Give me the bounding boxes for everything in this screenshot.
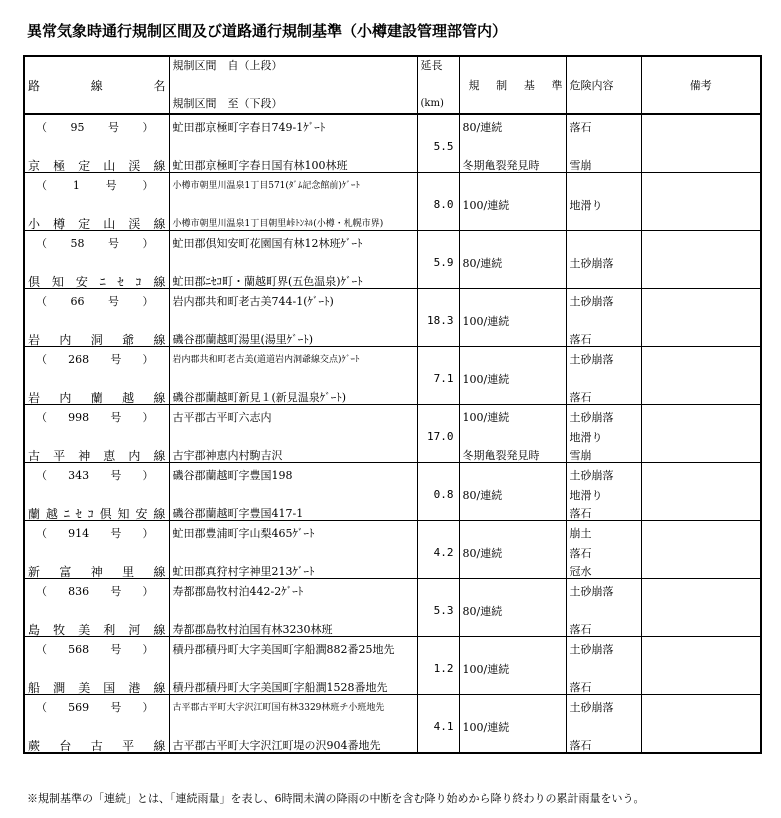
paren-open: （ xyxy=(36,121,47,134)
route-name xyxy=(28,623,166,637)
table-row xyxy=(24,114,761,173)
danger-mid: 土砂崩落 xyxy=(569,257,614,270)
footnote: ※規制基準の「連続」とは、「連続雨量」を表し、6時間未満の降雨の中断を含む降り始めから降り終わりの累計雨量をいう。 xyxy=(27,792,645,805)
standard-mid: 100/連続 xyxy=(462,199,510,212)
section-to: 積丹郡積丹町大字美国町字船澗1528番地先 xyxy=(172,681,388,694)
route-name-char: 平 xyxy=(122,739,135,753)
standard-mid: 100/連続 xyxy=(462,663,510,676)
standard-mid: 100/連続 xyxy=(462,721,510,734)
danger-cell xyxy=(566,463,641,521)
header-length-unit: (km) xyxy=(420,98,444,109)
route-name-char: 線 xyxy=(153,681,166,695)
section-to: 磯谷郡蘭越町新見１(新見温泉ｹﾞｰﾄ) xyxy=(172,391,347,404)
danger-cell xyxy=(566,231,641,289)
route-name-char: 富 xyxy=(59,565,72,579)
standard-top: 80/連続 xyxy=(462,121,503,134)
standard-cell xyxy=(459,521,566,579)
section-to: 小樽市朝里川温泉1丁目朝里峠ﾄﾝﾈﾙ(小樽・札幌市界) xyxy=(172,219,384,229)
route-name xyxy=(28,333,166,347)
route-number: 268 xyxy=(68,353,90,366)
route-name-char: 内 xyxy=(59,391,72,405)
remarks-cell xyxy=(641,637,761,695)
route-name-char: 爺 xyxy=(122,333,135,347)
length-value: 18.3 xyxy=(427,314,454,327)
section-to: 古平郡古平町大字沢江町堤の沢904番地先 xyxy=(172,739,381,752)
section-to: 磯谷郡蘭越町湯里(湯里ｹﾞｰﾄ) xyxy=(172,333,314,346)
header-standard-char: 規 xyxy=(468,79,480,92)
danger-bottom: 落石 xyxy=(569,739,592,752)
paren-close: ） xyxy=(142,237,154,250)
section-to: 虻田郡真狩村字神里213ｹﾞｰﾄ xyxy=(172,565,315,578)
table-row xyxy=(24,405,761,463)
route-name-char: 定 xyxy=(78,217,91,231)
section-from: 虻田郡倶知安町花園国有林12林班ｹﾞｰﾄ xyxy=(172,237,363,250)
standard-mid: 80/連続 xyxy=(462,489,503,502)
section-to: 寿都郡島牧村泊国有林3230林班 xyxy=(172,623,333,636)
route-name-char: 渓 xyxy=(128,159,141,173)
route-name xyxy=(28,275,166,289)
route-go: 号 xyxy=(105,179,117,192)
length-value: 5.5 xyxy=(433,140,454,153)
route-name-char: 樽 xyxy=(53,217,66,231)
standard-cell xyxy=(459,637,566,695)
standard-mid: 80/連続 xyxy=(462,547,503,560)
route-name-char: 蘭 xyxy=(28,507,41,521)
route-name-char: 山 xyxy=(103,159,116,173)
paren-open: （ xyxy=(36,295,47,308)
route-go: 号 xyxy=(108,295,119,308)
header-standard-char: 準 xyxy=(551,79,563,92)
route-go: 号 xyxy=(110,469,122,482)
route-cell xyxy=(24,695,169,754)
remarks-cell xyxy=(641,231,761,289)
route-name-char: 極 xyxy=(53,159,66,173)
route-cell xyxy=(24,173,169,231)
paren-close: ） xyxy=(142,411,154,424)
danger-mid: 地滑り xyxy=(569,431,603,444)
danger-top: 土砂崩落 xyxy=(569,295,614,308)
danger-top: 土砂崩落 xyxy=(569,643,614,656)
standard-top: 100/連続 xyxy=(462,411,510,424)
danger-cell xyxy=(566,114,641,173)
length-value: 17.0 xyxy=(427,430,454,443)
route-name-char: 安 xyxy=(135,507,148,521)
route-cell xyxy=(24,521,169,579)
length-value: 5.9 xyxy=(433,256,454,269)
section-from: 岩内郡共和町老古美(道道岩内洞爺線交点)ｹﾞｰﾄ xyxy=(172,355,360,365)
paren-open: （ xyxy=(36,237,47,250)
route-name-char: ｺ xyxy=(135,275,142,289)
section-cell xyxy=(169,347,417,405)
route-name xyxy=(28,681,166,695)
route-name xyxy=(28,739,166,753)
route-name-char: 澗 xyxy=(53,681,66,695)
route-name-char: 線 xyxy=(153,217,166,231)
page-title: 異常気象時通行規制区間及び道路通行規制基準（小樽建設管理部管内） xyxy=(27,22,508,40)
standard-cell xyxy=(459,347,566,405)
route-number: 95 xyxy=(70,121,85,134)
standard-cell xyxy=(459,173,566,231)
remarks-cell xyxy=(641,289,761,347)
remarks-cell xyxy=(641,114,761,173)
paren-open: （ xyxy=(36,585,47,598)
danger-top: 土砂崩落 xyxy=(569,411,614,424)
table-row xyxy=(24,521,761,579)
standard-cell xyxy=(459,114,566,173)
paren-close: ） xyxy=(142,121,154,134)
paren-close: ） xyxy=(142,295,154,308)
route-cell xyxy=(24,405,169,463)
section-cell xyxy=(169,289,417,347)
route-go: 号 xyxy=(110,411,122,424)
route-cell xyxy=(24,289,169,347)
route-name-char: 線 xyxy=(153,623,166,637)
remarks-cell xyxy=(641,347,761,405)
section-cell xyxy=(169,521,417,579)
route-name-char: ﾆ xyxy=(63,507,70,521)
paren-open: （ xyxy=(36,411,47,424)
length-cell xyxy=(417,405,459,463)
route-name-char: 里 xyxy=(122,565,135,579)
standard-mid: 80/連続 xyxy=(462,257,503,270)
table-row xyxy=(24,637,761,695)
standard-cell xyxy=(459,579,566,637)
route-number: 1 xyxy=(72,179,80,192)
route-name-char: ﾆ xyxy=(99,275,106,289)
table-row xyxy=(24,173,761,231)
danger-cell xyxy=(566,173,641,231)
paren-close: ） xyxy=(142,469,154,482)
header-standard xyxy=(459,56,566,114)
paren-open: （ xyxy=(36,179,47,192)
section-from: 岩内郡共和町老古美744-1(ｹﾞｰﾄ) xyxy=(172,295,334,308)
header-section-to: 規制区間 至（下段） xyxy=(172,97,283,110)
route-name-char: 船 xyxy=(28,681,41,695)
section-from: 積丹郡積丹町大字美国町字船澗882番25地先 xyxy=(172,643,395,656)
route-go: 号 xyxy=(110,643,122,656)
paren-open: （ xyxy=(36,643,47,656)
remarks-cell xyxy=(641,405,761,463)
paren-close: ） xyxy=(142,643,154,656)
danger-mid: 地滑り xyxy=(569,199,603,212)
route-name-char: 線 xyxy=(153,449,166,463)
route-name-char: 美 xyxy=(78,681,91,695)
standard-cell xyxy=(459,231,566,289)
route-name-char: 牧 xyxy=(53,623,66,637)
route-name-char: 平 xyxy=(53,449,66,463)
route-name-char: 古 xyxy=(90,739,103,753)
standard-cell xyxy=(459,405,566,463)
paren-open: （ xyxy=(36,527,47,540)
length-cell xyxy=(417,521,459,579)
header-remarks xyxy=(641,56,761,114)
route-number: 66 xyxy=(70,295,85,308)
paren-close: ） xyxy=(142,585,154,598)
route-name-char: 岩 xyxy=(28,333,41,347)
danger-bottom: 落石 xyxy=(569,333,592,346)
route-name-char: 山 xyxy=(103,217,116,231)
route-name-char: 恵 xyxy=(103,449,116,463)
length-cell xyxy=(417,637,459,695)
section-from: 古平郡古平町大字沢江町国有林3329林班チ小班地先 xyxy=(172,703,385,713)
header-section-from: 規制区間 自（上段） xyxy=(172,59,283,72)
table-row xyxy=(24,289,761,347)
route-name-char: 京 xyxy=(28,159,41,173)
route-name-char: 蘭 xyxy=(90,391,103,405)
route-cell xyxy=(24,579,169,637)
standard-mid: 100/連続 xyxy=(462,373,510,386)
route-name-char: 島 xyxy=(28,623,41,637)
section-cell xyxy=(169,173,417,231)
danger-top: 落石 xyxy=(569,121,592,134)
route-cell xyxy=(24,231,169,289)
table-row xyxy=(24,347,761,405)
route-name-char: 知 xyxy=(117,507,130,521)
danger-bottom: 冠水 xyxy=(569,565,592,578)
route-name-char: 倶 xyxy=(28,275,41,289)
header-section xyxy=(169,56,417,114)
route-number: 998 xyxy=(68,411,90,424)
danger-cell xyxy=(566,405,641,463)
route-name-char: 安 xyxy=(75,275,88,289)
route-name-char: 越 xyxy=(45,507,58,521)
table-row xyxy=(24,463,761,521)
standard-cell xyxy=(459,695,566,754)
danger-mid: 地滑り xyxy=(569,489,603,502)
paren-close: ） xyxy=(142,179,154,192)
section-cell xyxy=(169,114,417,173)
route-go: 号 xyxy=(108,237,119,250)
route-number: 58 xyxy=(70,237,85,250)
header-length-label: 延長 xyxy=(420,59,443,72)
header-length xyxy=(417,56,459,114)
table-header-row xyxy=(24,56,761,114)
section-from: 小樽市朝里川温泉1丁目571(ﾀﾞﾑ記念館前)ｹﾞｰﾄ xyxy=(172,181,360,191)
route-name-char: 線 xyxy=(153,739,166,753)
route-name-char: ｺ xyxy=(87,507,94,521)
section-cell xyxy=(169,637,417,695)
danger-cell xyxy=(566,695,641,754)
paren-close: ） xyxy=(142,701,154,714)
section-from: 寿都郡島牧村泊442-2ｹﾞｰﾄ xyxy=(172,585,304,598)
danger-cell xyxy=(566,579,641,637)
route-name-char: 線 xyxy=(153,565,166,579)
regulation-table xyxy=(23,55,762,754)
paren-open: （ xyxy=(36,469,47,482)
danger-cell xyxy=(566,521,641,579)
remarks-cell xyxy=(641,695,761,754)
section-to: 磯谷郡蘭越町字豊国417-1 xyxy=(172,507,304,520)
section-to: 虻田郡ﾆｾｺ町・蘭越町界(五色温泉)ｹﾞｰﾄ xyxy=(172,275,363,288)
route-cell xyxy=(24,637,169,695)
route-name-char: ｾ xyxy=(117,275,124,289)
table-row xyxy=(24,231,761,289)
route-number: 343 xyxy=(68,469,90,482)
section-to: 虻田郡京極町字春日国有林100林班 xyxy=(172,159,348,172)
route-name-char: 知 xyxy=(51,275,64,289)
route-number: 569 xyxy=(68,701,90,714)
danger-top: 土砂崩落 xyxy=(569,585,614,598)
route-name-char: 線 xyxy=(153,275,166,289)
standard-mid: 100/連続 xyxy=(462,315,510,328)
length-cell xyxy=(417,231,459,289)
route-number: 914 xyxy=(68,527,90,540)
route-name xyxy=(28,449,166,463)
route-name-char: 神 xyxy=(78,449,91,463)
section-from: 虻田郡豊浦町字山梨465ｹﾞｰﾄ xyxy=(172,527,315,540)
section-from: 虻田郡京極町字春日749-1ｹﾞｰﾄ xyxy=(172,121,326,134)
route-name-char: 線 xyxy=(153,507,166,521)
standard-cell xyxy=(459,289,566,347)
route-name-char: 台 xyxy=(59,739,72,753)
section-from: 磯谷郡蘭越町字豊国198 xyxy=(172,469,293,482)
danger-bottom: 落石 xyxy=(569,507,592,520)
danger-cell xyxy=(566,347,641,405)
route-cell xyxy=(24,114,169,173)
route-name xyxy=(28,391,166,405)
route-name-char: 蕨 xyxy=(28,739,41,753)
standard-cell xyxy=(459,463,566,521)
route-go: 号 xyxy=(110,527,122,540)
route-name xyxy=(28,565,166,579)
standard-bottom: 冬期亀裂発見時 xyxy=(462,159,540,172)
route-name-char: 線 xyxy=(153,391,166,405)
danger-mid: 落石 xyxy=(569,547,592,560)
header-route-char: 路 xyxy=(28,79,41,93)
route-go: 号 xyxy=(110,353,122,366)
header-standard-char: 基 xyxy=(523,79,535,92)
length-value: 4.2 xyxy=(433,546,454,559)
paren-close: ） xyxy=(142,353,154,366)
standard-bottom: 冬期亀裂発見時 xyxy=(462,449,540,462)
route-name-char: 線 xyxy=(153,159,166,173)
danger-cell xyxy=(566,637,641,695)
route-name-char: 神 xyxy=(90,565,103,579)
route-name-char: 越 xyxy=(122,391,135,405)
route-name-char: 美 xyxy=(78,623,91,637)
length-cell xyxy=(417,173,459,231)
length-cell xyxy=(417,463,459,521)
route-name-char: 国 xyxy=(103,681,116,695)
danger-bottom: 雪崩 xyxy=(569,449,592,462)
section-cell xyxy=(169,695,417,754)
route-name xyxy=(28,507,166,521)
route-go: 号 xyxy=(110,701,122,714)
route-name-char: 定 xyxy=(78,159,91,173)
danger-top: 土砂崩落 xyxy=(569,353,614,366)
remarks-cell xyxy=(641,521,761,579)
route-name xyxy=(28,159,166,173)
route-go: 号 xyxy=(110,585,122,598)
danger-bottom: 落石 xyxy=(569,681,592,694)
header-danger xyxy=(566,56,641,114)
danger-top: 土砂崩落 xyxy=(569,701,614,714)
danger-top: 土砂崩落 xyxy=(569,469,614,482)
danger-bottom: 雪崩 xyxy=(569,159,592,172)
section-from: 古平郡古平町六志内 xyxy=(172,411,272,424)
section-cell xyxy=(169,405,417,463)
route-name-char: 古 xyxy=(28,449,41,463)
route-name-char: 利 xyxy=(103,623,116,637)
danger-cell xyxy=(566,289,641,347)
length-value: 4.1 xyxy=(433,720,454,733)
section-cell xyxy=(169,463,417,521)
route-name-char: ｾ xyxy=(75,507,82,521)
section-cell xyxy=(169,579,417,637)
section-to: 古宇郡神恵内村駒吉沢 xyxy=(172,449,283,462)
length-value: 8.0 xyxy=(433,198,454,211)
length-value: 5.3 xyxy=(433,604,454,617)
paren-open: （ xyxy=(36,353,47,366)
length-cell xyxy=(417,695,459,754)
length-value: 0.8 xyxy=(433,488,454,501)
route-number: 836 xyxy=(68,585,90,598)
table-row xyxy=(24,695,761,754)
header-remarks-label: 備考 xyxy=(689,79,712,92)
route-name-char: 港 xyxy=(128,681,141,695)
standard-mid: 80/連続 xyxy=(462,605,503,618)
route-name-char: 内 xyxy=(128,449,141,463)
table-row xyxy=(24,579,761,637)
length-value: 1.2 xyxy=(433,662,454,675)
danger-bottom: 落石 xyxy=(569,623,592,636)
route-name xyxy=(28,217,166,231)
remarks-cell xyxy=(641,463,761,521)
remarks-cell xyxy=(641,579,761,637)
length-value: 7.1 xyxy=(433,372,454,385)
route-name-char: 渓 xyxy=(128,217,141,231)
route-name-char: 河 xyxy=(128,623,141,637)
paren-open: （ xyxy=(36,701,47,714)
route-name-char: 洞 xyxy=(90,333,103,347)
route-name-char: 線 xyxy=(153,333,166,347)
length-cell xyxy=(417,579,459,637)
route-number: 568 xyxy=(68,643,90,656)
route-name-char: 岩 xyxy=(28,391,41,405)
route-name-char: 新 xyxy=(28,565,41,579)
header-danger-label: 危険内容 xyxy=(569,79,614,92)
length-cell xyxy=(417,289,459,347)
route-go: 号 xyxy=(108,121,119,134)
danger-top: 崩土 xyxy=(569,527,592,540)
paren-close: ） xyxy=(142,527,154,540)
route-cell xyxy=(24,463,169,521)
length-cell xyxy=(417,114,459,173)
remarks-cell xyxy=(641,173,761,231)
danger-bottom: 落石 xyxy=(569,391,592,404)
header-route-char: 線 xyxy=(90,79,103,93)
length-cell xyxy=(417,347,459,405)
route-cell xyxy=(24,347,169,405)
header-route-char: 名 xyxy=(153,79,166,93)
route-name-char: 小 xyxy=(28,217,41,231)
route-name-char: 内 xyxy=(59,333,72,347)
section-cell xyxy=(169,231,417,289)
header-standard-char: 制 xyxy=(496,79,508,92)
route-name-char: 倶 xyxy=(99,507,112,521)
header-route xyxy=(24,56,169,114)
